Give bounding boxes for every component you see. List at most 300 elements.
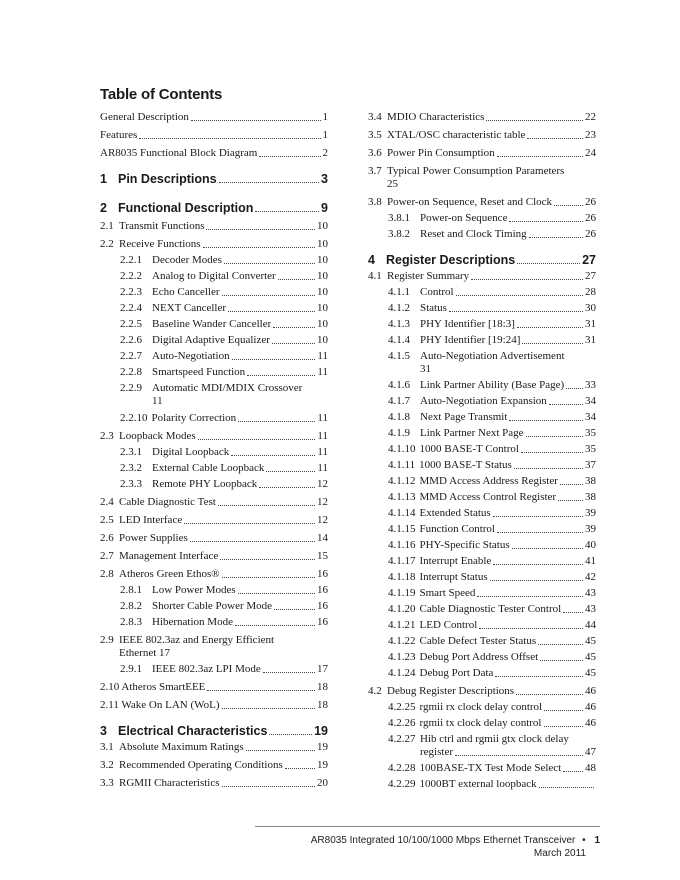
toc-leader-dots bbox=[238, 421, 315, 422]
toc-entry-number: 4.1.4 bbox=[388, 334, 410, 346]
toc-entry-title: Power Supplies bbox=[119, 532, 188, 544]
toc-entry-number: 4.2.29 bbox=[388, 778, 416, 790]
toc-entry[interactable] bbox=[100, 724, 328, 739]
toc-leader-dots bbox=[517, 263, 580, 264]
toc-entry[interactable] bbox=[100, 382, 328, 395]
toc-leader-dots bbox=[479, 628, 583, 629]
toc-entry-page: 43 bbox=[585, 603, 596, 615]
toc-entry-title: Digital Loopback bbox=[152, 446, 230, 458]
toc-leader-dots bbox=[190, 541, 315, 542]
toc-entry-page: 16 bbox=[317, 568, 328, 580]
toc-leader-dots bbox=[263, 672, 315, 673]
toc-entry-page: 20 bbox=[317, 777, 328, 789]
toc-leader-dots bbox=[198, 439, 316, 440]
toc-entry[interactable] bbox=[100, 254, 328, 267]
toc-entry-title: PHY Identifier [19:24] bbox=[420, 334, 521, 346]
toc-leader-dots bbox=[527, 138, 583, 139]
toc-entry-number: 4.1.12 bbox=[388, 475, 416, 487]
toc-entry-title: Cable Diagnostic Test bbox=[119, 496, 216, 508]
toc-entry-title: External Cable Loopback bbox=[152, 462, 265, 474]
toc-entry-title: 1000 BASE-T Status bbox=[419, 459, 512, 471]
toc-entry[interactable] bbox=[100, 699, 328, 712]
toc-entry-title: Digital Adaptive Equalizer bbox=[152, 334, 270, 346]
toc-entry-title: Interrupt Enable bbox=[419, 555, 492, 567]
toc-entry-title: Debug Port Address Offset bbox=[419, 651, 539, 663]
toc-entry-title: Debug Port Data bbox=[419, 667, 494, 679]
toc-entry-title: Receive Functions bbox=[119, 238, 201, 250]
toc-entry-page: 39 bbox=[585, 523, 596, 535]
toc-leader-dots bbox=[274, 609, 315, 610]
toc-entry-title: Power Pin Consumption bbox=[387, 147, 495, 159]
toc-leader-dots bbox=[529, 237, 583, 238]
toc-entry-title: Electrical Characteristics bbox=[118, 724, 268, 738]
toc-entry-page: 1 bbox=[322, 129, 328, 141]
toc-entry[interactable] bbox=[368, 379, 596, 392]
toc-entry[interactable] bbox=[100, 568, 328, 581]
toc-entry[interactable] bbox=[368, 667, 596, 680]
toc-entry[interactable] bbox=[368, 651, 596, 664]
toc-entry[interactable] bbox=[100, 741, 328, 754]
toc-leader-dots bbox=[235, 625, 315, 626]
toc-entry-title: PHY-Specific Status bbox=[419, 539, 510, 551]
toc-entry-page: 18 bbox=[317, 699, 328, 711]
toc-entry-title: Reset and Clock Timing bbox=[420, 228, 527, 240]
toc-entry-page: 16 bbox=[317, 616, 328, 628]
toc-entry-title: Pin Descriptions bbox=[118, 172, 217, 186]
toc-entry[interactable] bbox=[368, 507, 596, 520]
toc-leader-dots bbox=[206, 229, 315, 230]
toc-entry-continuation bbox=[368, 746, 596, 759]
toc-leader-dots bbox=[566, 388, 583, 389]
toc-entry-title: Atheros Green Ethos® bbox=[119, 568, 220, 580]
toc-entry-number: 4.1.7 bbox=[388, 395, 410, 407]
toc-entry-number: 4.1.18 bbox=[388, 571, 416, 583]
toc-entry-title: Automatic MDI/MDIX Crossover bbox=[152, 382, 303, 394]
toc-entry-title: Cable Diagnostic Tester Control bbox=[419, 603, 562, 615]
toc-entry-page: 19 bbox=[314, 724, 328, 738]
toc-entry-title: Shorter Cable Power Mode bbox=[152, 600, 273, 612]
toc-entry-page: 38 bbox=[585, 491, 596, 503]
toc-entry[interactable] bbox=[368, 571, 596, 584]
toc-entry-page: 1 bbox=[322, 111, 328, 123]
toc-leader-dots bbox=[495, 676, 583, 677]
toc-entry-page: 23 bbox=[585, 129, 596, 141]
toc-entry-number: 3.2 bbox=[100, 759, 114, 771]
toc-entry-page: 10 bbox=[317, 238, 328, 250]
toc-entry-number: 2.3.2 bbox=[120, 462, 142, 474]
toc-leader-dots bbox=[493, 516, 583, 517]
toc-entry[interactable] bbox=[100, 172, 328, 187]
toc-entry-number: 3.7 bbox=[368, 165, 382, 177]
toc-entry-number: 3.3 bbox=[100, 777, 114, 789]
toc-entry[interactable] bbox=[100, 584, 328, 597]
toc-entry-title: rgmii rx clock delay control bbox=[419, 701, 543, 713]
toc-entry[interactable] bbox=[100, 446, 328, 459]
toc-entry-page: 11 bbox=[317, 366, 328, 378]
toc-entry-page: 30 bbox=[585, 302, 596, 314]
toc-entry[interactable] bbox=[368, 539, 596, 552]
toc-entry-title: Auto-Negotiation Advertisement bbox=[420, 350, 565, 362]
toc-entry-page: 43 bbox=[585, 587, 596, 599]
toc-entry[interactable] bbox=[100, 147, 328, 160]
toc-entry[interactable] bbox=[100, 286, 328, 299]
toc-entry-page: 10 bbox=[317, 270, 328, 282]
toc-entry-title: LED Control bbox=[419, 619, 478, 631]
toc-leader-dots bbox=[278, 279, 315, 280]
toc-entry[interactable] bbox=[100, 111, 328, 124]
toc-entry-number: 2.8 bbox=[100, 568, 114, 580]
toc-entry-title: Interrupt Status bbox=[419, 571, 488, 583]
toc-entry[interactable] bbox=[368, 491, 596, 504]
toc-entry-number: 4.1.21 bbox=[388, 619, 416, 631]
toc-entry-title: IEEE 802.3az LPI Mode bbox=[152, 663, 261, 675]
toc-entry[interactable] bbox=[100, 759, 328, 772]
toc-entry-title: Loopback Modes bbox=[119, 430, 196, 442]
toc-entry-number: 2.2.2 bbox=[120, 270, 142, 282]
toc-entry-number: 4.2.28 bbox=[388, 762, 416, 774]
toc-entry[interactable] bbox=[368, 427, 596, 440]
toc-entry-page: 24 bbox=[585, 147, 596, 159]
toc-entry[interactable] bbox=[100, 366, 328, 379]
toc-entry-page: 16 bbox=[317, 584, 328, 596]
toc-entry-number: 3.4 bbox=[368, 111, 382, 123]
toc-entry[interactable] bbox=[100, 532, 328, 545]
toc-entry-title: Functional Description bbox=[118, 201, 254, 215]
footer-bullet: • bbox=[582, 835, 586, 846]
toc-leader-dots bbox=[497, 156, 583, 157]
toc-leader-dots bbox=[220, 559, 315, 560]
toc-entry-title: Next Page Transmit bbox=[420, 411, 508, 423]
toc-entry[interactable] bbox=[100, 514, 328, 527]
toc-entry[interactable] bbox=[368, 685, 596, 698]
toc-entry[interactable] bbox=[368, 212, 596, 225]
toc-entry-title: Baseline Wander Canceller bbox=[152, 318, 272, 330]
toc-entry-number: 4.1.17 bbox=[388, 555, 416, 567]
toc-entry-number: 2.2.9 bbox=[120, 382, 142, 394]
toc-entry-title: Smartspeed Function bbox=[152, 366, 246, 378]
toc-entry-title: Smart Speed bbox=[419, 587, 476, 599]
toc-entry[interactable] bbox=[368, 411, 596, 424]
toc-entry[interactable] bbox=[368, 555, 596, 568]
toc-entry-title: Features bbox=[100, 129, 138, 141]
toc-entry[interactable] bbox=[368, 111, 596, 124]
toc-entry-number: 4.1.19 bbox=[388, 587, 416, 599]
toc-leader-dots bbox=[560, 484, 583, 485]
toc-leader-dots bbox=[222, 786, 316, 787]
toc-leader-dots bbox=[549, 404, 583, 405]
toc-entry-page: 40 bbox=[585, 539, 596, 551]
toc-entry-number: 2.2 bbox=[100, 238, 114, 250]
toc-entry-page: 45 bbox=[585, 635, 596, 647]
toc-entry[interactable] bbox=[368, 762, 596, 775]
toc-entry-page: 3 bbox=[321, 172, 328, 186]
toc-entry-title: Recommended Operating Conditions bbox=[119, 759, 283, 771]
toc-leader-dots bbox=[273, 327, 315, 328]
toc-entry[interactable] bbox=[368, 587, 596, 600]
toc-entry-page: 19 bbox=[317, 741, 328, 753]
toc-entry-number: 4.1.20 bbox=[388, 603, 416, 615]
toc-entry[interactable] bbox=[368, 350, 596, 363]
toc-entry-number: 4.1.8 bbox=[388, 411, 410, 423]
toc-entry-title: 2.10 Atheros SmartEEE bbox=[100, 681, 206, 693]
toc-entry-number: 2.3 bbox=[100, 430, 114, 442]
toc-entry-number: 4.1.6 bbox=[388, 379, 410, 391]
toc-entry-number: 2.4 bbox=[100, 496, 114, 508]
toc-entry-title: NEXT Canceller bbox=[152, 302, 227, 314]
toc-entry[interactable] bbox=[368, 129, 596, 142]
toc-entry-number: 2.2.3 bbox=[120, 286, 142, 298]
toc-leader-dots bbox=[563, 771, 583, 772]
toc-entry-page: 10 bbox=[317, 318, 328, 330]
toc-entry-number: 4.2.25 bbox=[388, 701, 416, 713]
toc-entry-number: 3.8 bbox=[368, 196, 382, 208]
toc-entry-number: 4.2.27 bbox=[388, 733, 416, 745]
toc-entry-number: 2.2.1 bbox=[120, 254, 142, 266]
toc-entry-page: 12 bbox=[317, 496, 328, 508]
toc-leader-dots bbox=[512, 548, 583, 549]
toc-entry-page: 31 bbox=[585, 318, 596, 330]
toc-entry[interactable] bbox=[100, 550, 328, 563]
toc-entry-title: Decoder Modes bbox=[152, 254, 222, 266]
toc-entry[interactable] bbox=[368, 302, 596, 315]
toc-entry-number: 2.2.10 bbox=[120, 412, 148, 424]
toc-entry-continuation bbox=[100, 395, 328, 408]
toc-entry[interactable] bbox=[100, 600, 328, 613]
toc-leader-dots bbox=[219, 182, 319, 183]
toc-entry[interactable] bbox=[100, 462, 328, 475]
toc-entry-title: MMD Access Address Register bbox=[419, 475, 558, 487]
toc-leader-dots bbox=[471, 279, 583, 280]
toc-leader-dots bbox=[184, 523, 315, 524]
toc-entry-page: 46 bbox=[585, 717, 596, 729]
toc-leader-dots bbox=[516, 694, 583, 695]
toc-entry[interactable] bbox=[368, 228, 596, 241]
toc-entry-number: 2.3.3 bbox=[120, 478, 142, 490]
toc-entry[interactable] bbox=[100, 430, 328, 443]
toc-entry[interactable] bbox=[100, 129, 328, 142]
toc-entry[interactable] bbox=[100, 412, 328, 425]
toc-entry-page: 48 bbox=[585, 762, 596, 774]
toc-leader-dots bbox=[259, 487, 315, 488]
toc-entry-title: Typical Power Consumption Parameters bbox=[387, 165, 565, 177]
toc-leader-dots bbox=[139, 138, 320, 139]
toc-entry-page: 10 bbox=[317, 220, 328, 232]
toc-entry[interactable] bbox=[100, 634, 328, 647]
toc-entry-number: 4.1.13 bbox=[388, 491, 416, 503]
toc-entry-number: 4.1.2 bbox=[388, 302, 410, 314]
toc-leader-dots bbox=[517, 327, 583, 328]
toc-entry-number: 3.8.2 bbox=[388, 228, 410, 240]
toc-entry[interactable] bbox=[368, 619, 596, 632]
toc-leader-dots bbox=[449, 311, 583, 312]
toc-entry-title: 100BASE-TX Test Mode Select bbox=[419, 762, 562, 774]
toc-leader-dots bbox=[544, 710, 583, 711]
toc-continuation-text: register bbox=[420, 746, 453, 758]
toc-entry[interactable] bbox=[368, 459, 596, 472]
toc-entry-number: 4.1.9 bbox=[388, 427, 410, 439]
toc-entry-title: Register Descriptions bbox=[386, 253, 516, 267]
toc-entry-title: Debug Register Descriptions bbox=[387, 685, 515, 697]
toc-entry-page: 26 bbox=[585, 212, 596, 224]
toc-entry-page: 34 bbox=[585, 411, 596, 423]
toc-leader-dots bbox=[540, 660, 583, 661]
toc-entry[interactable] bbox=[368, 196, 596, 209]
toc-entry[interactable] bbox=[368, 475, 596, 488]
toc-leader-dots bbox=[222, 708, 315, 709]
toc-entry-number: 1 bbox=[100, 172, 107, 186]
toc-entry-page: 11 bbox=[317, 462, 328, 474]
toc-entry-page: 15 bbox=[317, 550, 328, 562]
toc-entry-number: 2.2.7 bbox=[120, 350, 142, 362]
toc-entry-title: Register Summary bbox=[387, 270, 470, 282]
toc-entry[interactable] bbox=[100, 201, 328, 216]
toc-entry[interactable] bbox=[368, 286, 596, 299]
toc-entry[interactable] bbox=[368, 443, 596, 456]
toc-entry-page: 41 bbox=[585, 555, 596, 567]
toc-entry-title: General Description bbox=[100, 111, 189, 123]
toc-entry-number: 4.1.15 bbox=[388, 523, 416, 535]
toc-entry-title: Hibernation Mode bbox=[152, 616, 233, 628]
toc-entry-page: 28 bbox=[585, 286, 596, 298]
toc-entry[interactable] bbox=[368, 334, 596, 347]
footer-page-number: 1 bbox=[594, 835, 600, 846]
toc-leader-dots bbox=[522, 343, 583, 344]
toc-entry[interactable] bbox=[100, 616, 328, 629]
toc-entry-page: 45 bbox=[585, 651, 596, 663]
toc-entry-page: 42 bbox=[585, 571, 596, 583]
toc-entry-title: Low Power Modes bbox=[152, 584, 236, 596]
toc-entry[interactable] bbox=[100, 478, 328, 491]
toc-entry-title: XTAL/OSC characteristic table bbox=[387, 129, 526, 141]
toc-entry[interactable] bbox=[368, 395, 596, 408]
toc-leader-dots bbox=[514, 468, 583, 469]
toc-entry-number: 4.1.24 bbox=[388, 667, 416, 679]
toc-entry[interactable] bbox=[368, 701, 596, 714]
toc-entry[interactable] bbox=[100, 238, 328, 251]
toc-entry-title: Remote PHY Loopback bbox=[152, 478, 258, 490]
toc-entry-page: 10 bbox=[317, 286, 328, 298]
toc-entry[interactable] bbox=[368, 253, 596, 268]
toc-entry[interactable] bbox=[368, 635, 596, 648]
toc-leader-dots bbox=[509, 221, 583, 222]
toc-entry[interactable] bbox=[368, 733, 596, 746]
toc-entry-page: 16 bbox=[317, 600, 328, 612]
toc-entry-page: 34 bbox=[585, 395, 596, 407]
toc-entry-title: rgmii tx clock delay control bbox=[419, 717, 542, 729]
toc-entry[interactable] bbox=[100, 350, 328, 363]
toc-right-column bbox=[368, 111, 596, 791]
toc-entry-page: 45 bbox=[585, 667, 596, 679]
toc-entry[interactable] bbox=[100, 334, 328, 347]
toc-entry-page: 35 bbox=[585, 427, 596, 439]
toc-leader-dots bbox=[255, 211, 319, 212]
toc-entry-number: 4.2 bbox=[368, 685, 382, 697]
toc-entry-page: 2 bbox=[322, 147, 328, 159]
toc-entry[interactable] bbox=[100, 302, 328, 315]
toc-leader-dots bbox=[544, 726, 584, 727]
toc-entry[interactable] bbox=[100, 220, 328, 233]
toc-entry[interactable] bbox=[100, 318, 328, 331]
toc-leader-dots bbox=[238, 593, 315, 594]
toc-entry[interactable] bbox=[100, 270, 328, 283]
toc-leader-dots bbox=[231, 455, 315, 456]
footer-document-title: AR8035 Integrated 10/100/1000 Mbps Ethernet Transceiver bbox=[310, 835, 576, 846]
toc-entry-title: Link Partner Ability (Base Page) bbox=[420, 379, 565, 391]
toc-entry-page: 9 bbox=[321, 201, 328, 215]
toc-entry-page: 47 bbox=[585, 746, 596, 758]
toc-entry-number: 2.2.8 bbox=[120, 366, 142, 378]
footer-rule bbox=[255, 826, 600, 827]
toc-entry-page: 18 bbox=[317, 681, 328, 693]
toc-entry-title: 1000 BASE-T Control bbox=[419, 443, 519, 455]
toc-entry[interactable] bbox=[368, 147, 596, 160]
toc-entry-page: 11 bbox=[317, 412, 328, 424]
toc-entry-number: 2.2.4 bbox=[120, 302, 142, 314]
toc-leader-dots bbox=[521, 452, 583, 453]
toc-entry-number: 3.1 bbox=[100, 741, 114, 753]
toc-entry-number: 2.9 bbox=[100, 634, 114, 646]
toc-entry-number: 3 bbox=[100, 724, 107, 738]
toc-leader-dots bbox=[203, 247, 315, 248]
toc-leader-dots bbox=[224, 263, 315, 264]
toc-entry-title: Link Partner Next Page bbox=[420, 427, 524, 439]
toc-entry-title: Management Interface bbox=[119, 550, 219, 562]
toc-entry-number: 2.7 bbox=[100, 550, 114, 562]
toc-entry-page: 38 bbox=[585, 475, 596, 487]
toc-entry[interactable] bbox=[100, 681, 328, 694]
toc-entry[interactable] bbox=[100, 663, 328, 676]
toc-entry[interactable] bbox=[368, 523, 596, 536]
toc-entry-title: Echo Canceller bbox=[152, 286, 220, 298]
toc-entry-page: 10 bbox=[317, 254, 328, 266]
toc-leader-dots bbox=[477, 596, 583, 597]
toc-entry[interactable] bbox=[368, 165, 596, 178]
toc-entry[interactable] bbox=[368, 270, 596, 283]
toc-entry-page: 46 bbox=[585, 701, 596, 713]
toc-entry[interactable] bbox=[368, 778, 596, 791]
toc-entry[interactable] bbox=[368, 318, 596, 331]
toc-entry-page: 35 bbox=[585, 443, 596, 455]
toc-entry-number: 4.2.26 bbox=[388, 717, 416, 729]
toc-entry[interactable] bbox=[368, 603, 596, 616]
toc-entry-page: 11 bbox=[317, 350, 328, 362]
toc-leader-dots bbox=[497, 532, 583, 533]
toc-entry-title: MDIO Characteristics bbox=[387, 111, 485, 123]
toc-entry-page: 44 bbox=[585, 619, 596, 631]
toc-entry-number: 2 bbox=[100, 201, 107, 215]
toc-entry-title: Extended Status bbox=[419, 507, 491, 519]
toc-entry-title: Auto-Negotiation Expansion bbox=[420, 395, 547, 407]
toc-entry[interactable] bbox=[100, 496, 328, 509]
toc-entry-page: 14 bbox=[317, 532, 328, 544]
toc-entry[interactable] bbox=[100, 777, 328, 790]
toc-leader-dots bbox=[563, 612, 583, 613]
toc-leader-dots bbox=[218, 505, 315, 506]
toc-entry-number: 3.6 bbox=[368, 147, 382, 159]
toc-leader-dots bbox=[207, 690, 315, 691]
toc-leader-dots bbox=[272, 343, 315, 344]
toc-entry-number: 4.1.16 bbox=[388, 539, 416, 551]
toc-entry-title: AR8035 Functional Block Diagram bbox=[100, 147, 258, 159]
toc-entry-number: 4.1.5 bbox=[388, 350, 410, 362]
toc-leader-dots bbox=[558, 500, 583, 501]
toc-entry-page: 26 bbox=[585, 228, 596, 240]
toc-entry-number: 4.1 bbox=[368, 270, 382, 282]
toc-entry-number: 2.9.1 bbox=[120, 663, 142, 675]
toc-entry[interactable] bbox=[368, 717, 596, 730]
toc-leader-dots bbox=[259, 156, 320, 157]
toc-entry-title: PHY Identifier [18:3] bbox=[420, 318, 515, 330]
